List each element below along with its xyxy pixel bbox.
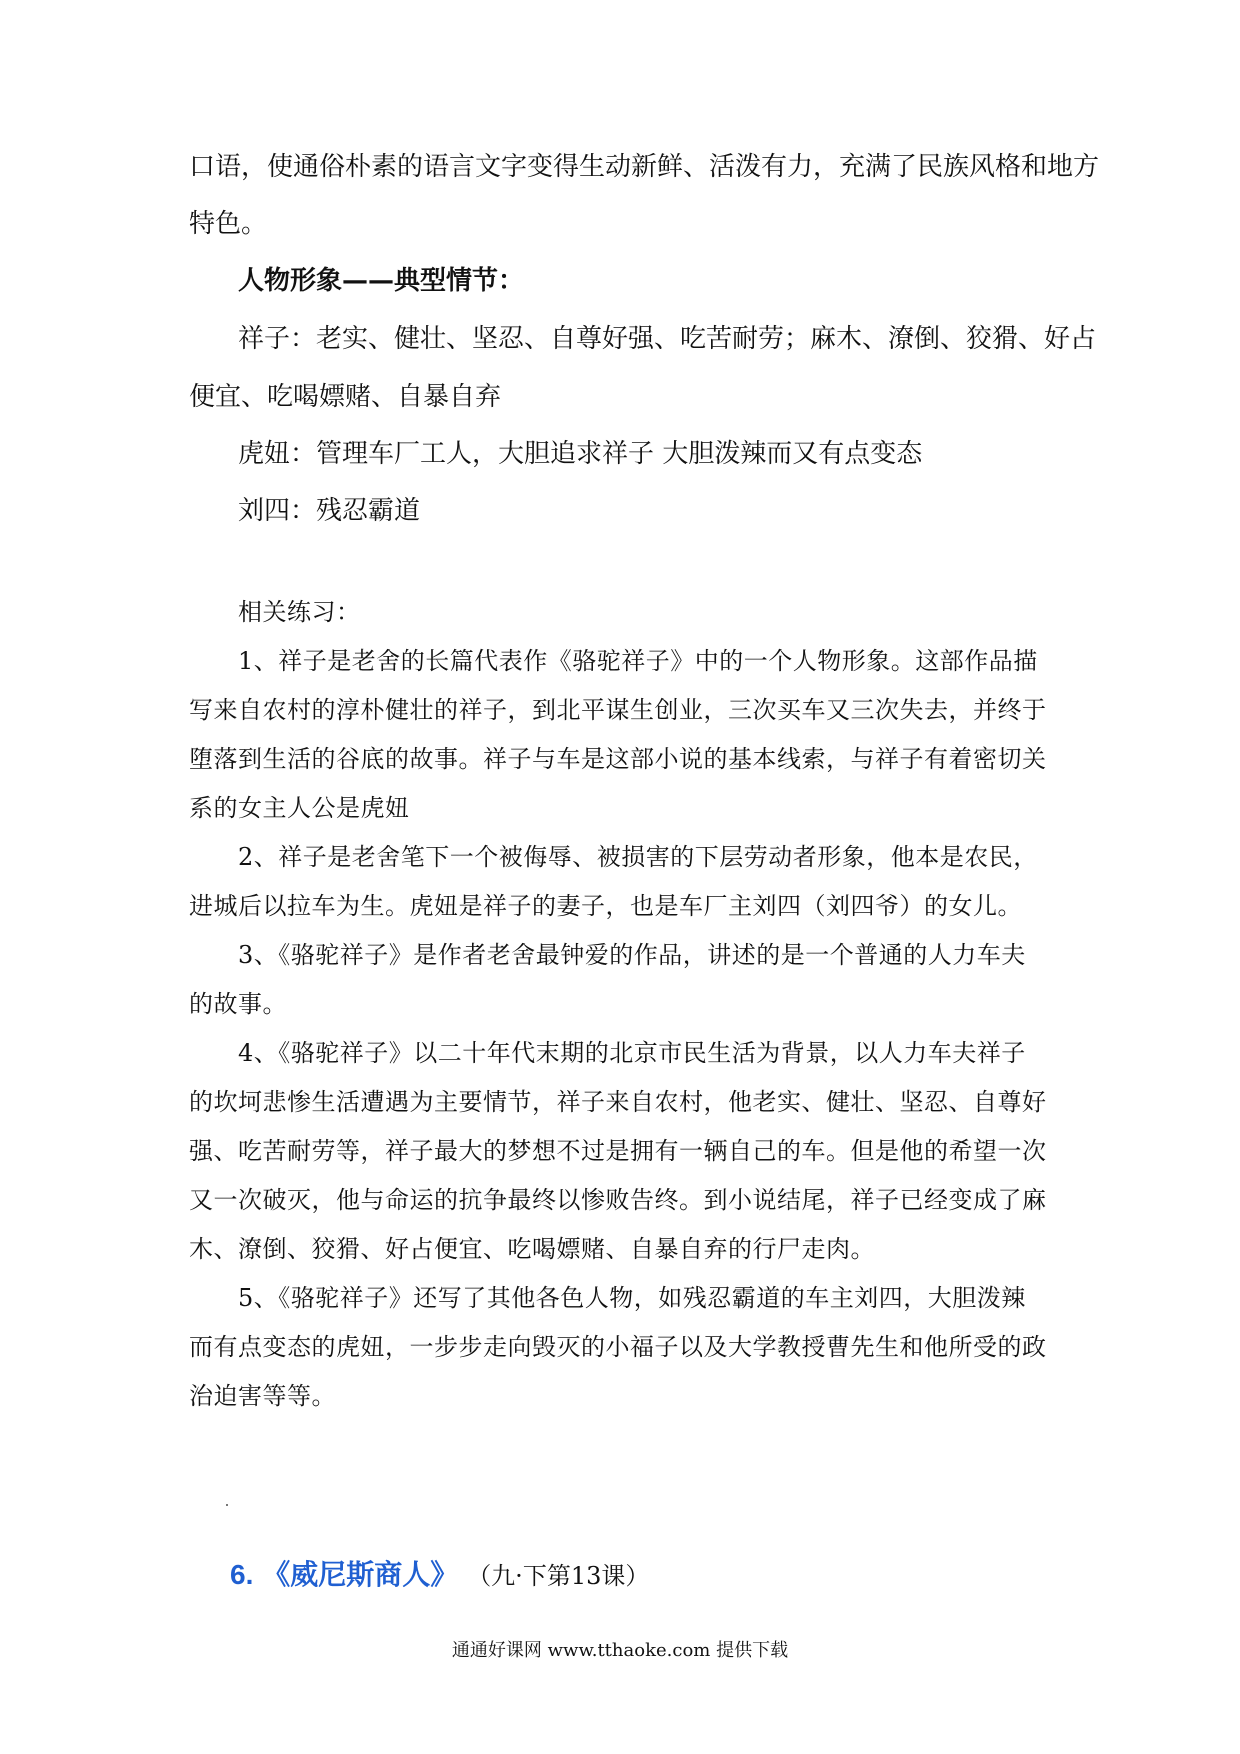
text-line: 便宜、吃喝嫖赌、自暴自弃 bbox=[189, 382, 502, 412]
text-line: 4、《骆驼祥子》以二十年代末期的北京市民生活为背景，以人力车夫祥子 bbox=[238, 1039, 1026, 1067]
exercise-heading: 相关练习： bbox=[238, 598, 361, 626]
text-line: 的故事。 bbox=[189, 990, 287, 1018]
text-line: 进城后以拉车为生。虎妞是祥子的妻子，也是车厂主刘四（刘四爷）的女儿。 bbox=[189, 892, 1022, 920]
text-line: 2、祥子是老舍笔下一个被侮辱、被损害的下层劳动者形象，他本是农民， bbox=[238, 843, 1038, 871]
text-line: 的坎坷悲惨生活遭遇为主要情节，祥子来自农村，他老实、健壮、坚忍、自尊好 bbox=[189, 1088, 1047, 1116]
section-subtitle: （九·下第13课） bbox=[467, 1562, 650, 1590]
section-title: 《威尼斯商人》 bbox=[262, 1558, 459, 1591]
text-line: 刘四：残忍霸道 bbox=[238, 496, 421, 526]
subheading-character-images: 人物形象——典型情节： bbox=[238, 266, 525, 296]
text-line: 虎妞：管理车厂工人，大胆追求祥子 大胆泼辣而又有点变态 bbox=[238, 439, 923, 469]
text-line: 强、吃苦耐劳等，祥子最大的梦想不过是拥有一辆自己的车。但是他的希望一次 bbox=[189, 1137, 1047, 1165]
text-line: 祥子：老实、健壮、坚忍、自尊好强、吃苦耐劳；麻木、潦倒、狡猾、好占 bbox=[238, 324, 1097, 354]
text-line: 口语，使通俗朴素的语言文字变得生动新鲜、活泼有力，充满了民族风格和地方 bbox=[189, 152, 1100, 182]
text-line: 木、潦倒、狡猾、好占便宜、吃喝嫖赌、自暴自弃的行尸走肉。 bbox=[189, 1235, 875, 1263]
stray-dot bbox=[226, 1504, 228, 1506]
text-line: 1、祥子是老舍的长篇代表作《骆驼祥子》中的一个人物形象。这部作品描 bbox=[238, 647, 1038, 675]
text-line: 治迫害等等。 bbox=[189, 1382, 336, 1410]
text-line: 系的女主人公是虎妞 bbox=[189, 794, 410, 822]
text-line: 而有点变态的虎妞，一步步走向毁灭的小福子以及大学教授曹先生和他所受的政 bbox=[189, 1333, 1047, 1361]
text-line: 3、《骆驼祥子》是作者老舍最钟爱的作品，讲述的是一个普通的人力车夫 bbox=[238, 941, 1026, 969]
section-number: 6. bbox=[230, 1559, 254, 1590]
text-line: 特色。 bbox=[189, 209, 268, 239]
text-line: 又一次破灭，他与命运的抗争最终以惨败告终。到小说结尾，祥子已经变成了麻 bbox=[189, 1186, 1047, 1214]
text-line: 写来自农村的淳朴健壮的祥子，到北平谋生创业，三次买车又三次失去，并终于 bbox=[189, 696, 1047, 724]
section-heading bbox=[230, 1555, 649, 1596]
page-footer: 通通好课网 www.tthaoke.com 提供下载 bbox=[451, 1640, 789, 1661]
text-line: 堕落到生活的谷底的故事。祥子与车是这部小说的基本线索，与祥子有着密切关 bbox=[189, 745, 1047, 773]
text-line: 5、《骆驼祥子》还写了其他各色人物，如残忍霸道的车主刘四，大胆泼辣 bbox=[238, 1284, 1026, 1312]
